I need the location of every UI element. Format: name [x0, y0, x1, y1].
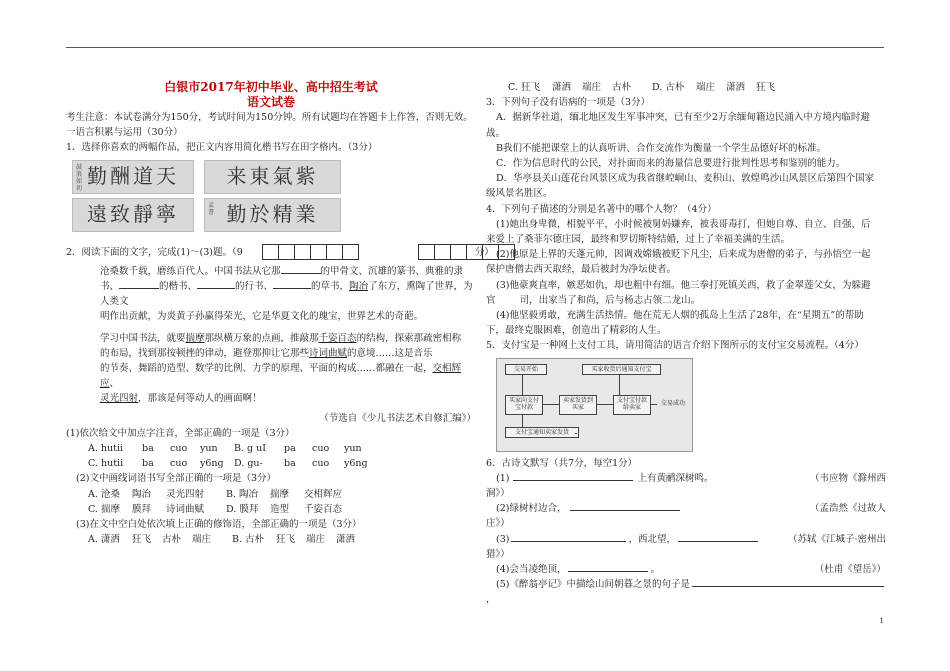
flow-arrow-6 [522, 414, 523, 427]
question-5: 5．支付宝是一种网上支付工具，请用简洁的语言介绍下图所示的支付宝交易流程。（4分） [486, 340, 864, 352]
calligraphy-row-1 [72, 160, 476, 194]
q6-3-blank-2[interactable] [678, 532, 758, 542]
page-number: 1 [879, 617, 884, 625]
question-3: 3．下列句子没有语病的一项是（3分） [486, 97, 651, 109]
q6-item-4: (4)会当凌绝顶， 。 （杜甫《望岳》） [496, 564, 886, 576]
calligraphy-work-2: 来東氣紫 [204, 160, 341, 194]
question-4: 4．下列句子描述的分别是名著中的哪个人物？（4分） [486, 203, 717, 215]
q3-option-c: C．作为信息时代的公民，对扑面而来的海量信息要进行批判性思考和鉴别的能力。 [496, 158, 846, 170]
sq1-options-row-2: C. hutii ba cuo y6ng D. gu- ba cuo y6ng [88, 458, 368, 470]
q6-item-3-src: 猎》） [486, 548, 510, 560]
q6-3-blank-1[interactable] [511, 532, 626, 542]
header-rule [66, 47, 884, 48]
question-1: 1．选择你喜欢的两幅作品，把正文内容用简化楷书写在田字格内。（3分） [66, 142, 378, 154]
subquestion-2: (2)文中画线词语书写全部正确的一项是（3分） [76, 473, 277, 485]
flow-buyer-pay: 买家向支付宝付款 [505, 395, 543, 415]
sq2-options-row-2: C. 揣摩 膜拜 诗词曲赋 D. 膜拜 造型 千姿百态 [88, 503, 343, 515]
q3-option-d: D．华亭县关山莲花台风景区成为我省继崆峒山、麦积山、敦煌鸣沙山风景区后第四个国家 [496, 173, 875, 185]
flow-arrow-7 [575, 433, 577, 434]
q6-item-2-src: 庄》） [486, 518, 510, 530]
exam-subtitle: 语文试卷 [246, 95, 295, 109]
q2-with-grids [66, 235, 494, 260]
sq3-options-row-2: C. 狂飞 潇洒 端庄 古朴 D. 古朴 端庄 潇洒 狂飞 [508, 82, 776, 93]
section-heading: 一语言积累与运用（30分） [66, 127, 183, 139]
left-column [66, 80, 494, 547]
passage-paragraph-2: 学习中国书法，就要揣摩那纵横万象的点画，推敲那千姿百态的结构，探索那疏密相称 的布局，找到那按顿挫的律动，避登那抑让它那些诗词曲赋的意境……这是音乐 的节奏、舞蹈的造型、数学的比例、力学的原理、平面的构成……都融在一起，交相辉应、 灵光四射，那该是何等动人的画面啊！ [100, 332, 462, 405]
subquestion-3: (3)在文中空白处依次填上正确的修饰语，全部正确的一项是（3分） [76, 519, 362, 531]
q6-item-3: (3) ，西北望， （苏轼《江城子·密州出 [496, 533, 886, 545]
q6-1-blank[interactable] [513, 471, 633, 481]
flow-seller-ship: 卖家发货到买家 [559, 395, 597, 415]
q4-item-4: (4)他坚毅勇敢，充满生活热情。他在荒无人烟的孤岛上生活了28年，在“星期五”的帮助 [496, 310, 864, 322]
sq2-options-row-1: A. 沧桑 陶治 灵光四射 B. 陶冶 揣摩 交相辉应 [88, 488, 343, 500]
sq1-options-row-1: A. hutii ba cuo yun B. g uI pa cuo yun [88, 443, 362, 455]
q6-item-1-src: 涧》） [486, 488, 510, 500]
flow-arrow-5 [522, 375, 523, 395]
calligraphy-work-1: 鼓浪如 初 勤酬道天 [72, 160, 194, 194]
question-2-part-b: 分） [474, 246, 494, 258]
alipay-flow-diagram [496, 358, 693, 452]
passage-source: （节选自《少儿书法艺术自修汇编》） [319, 412, 476, 424]
q3-option-a-cont: 战。 [486, 127, 506, 139]
q6-item-5: (5)《醉翁亭记》中描绘山间朝暮之景的句子是 [486, 577, 886, 592]
q4-item-1-cont: 来爱上了桑菲尔德庄园，最终和罗切斯特结婚，过上了幸福美满的生活。 [486, 234, 791, 246]
flow-arrow-2 [597, 404, 613, 405]
question-2-part-a: 2．阅读下面的文字，完成(1)～(3)题。（9 [66, 246, 243, 258]
exam-notice: 考生注意：本试卷满分为150分，考试时间为150分钟。所有试题均在答题卡上作答，否则无效。 [66, 112, 473, 123]
q4-item-1: (1)她出身卑微，相貌平平，小时候被舅妈嫌弃，被表哥毒打，但她自尊、自立、自强，后 [496, 218, 871, 230]
q3-option-d-cont: 级风景名胜区。 [486, 188, 553, 200]
flow-buyer-notify: 买家收货后通知支付宝 [582, 364, 661, 375]
q6-item-1: (1) 上有黄鹂深树鸣。 （韦应物《滁州西 [496, 472, 886, 484]
q6-5-blank[interactable] [692, 577, 884, 587]
q6-2-blank[interactable] [570, 501, 680, 511]
question-6: 6．古诗文默写（共7分，每空1分） [486, 457, 638, 469]
passage-paragraph-1: 沧桑数千载，磨练百代人。中国书法从它那 的甲骨文、沉雄的篆书、典雅的隶 书、 的楷书、 的行书、 的草书，陶冶了东方，熏陶了世界，为人类文 明作出贡献，为炎黄子孙赢得荣光，它是华夏文化的瑰宝，世界艺术的奇葩。 [100, 265, 473, 323]
tianzige-grid-1[interactable] [263, 244, 359, 260]
q4-item-4-cont: 下，最终克服困难，创造出了精彩的人生。 [486, 325, 667, 337]
flow-arrow-3 [651, 404, 657, 405]
flow-arrow-1 [543, 404, 559, 405]
flow-start: 交易开始 [505, 364, 547, 375]
q6-item-5-end: ， [486, 594, 496, 606]
flow-pay-seller: 支付宝付款给卖家 [613, 395, 651, 415]
q6-4-blank[interactable] [568, 562, 648, 572]
q4-item-2-cont: 保护唐僧去西天取经，最后被封为净坛使者。 [486, 264, 677, 276]
flow-end: 交易成功 [660, 399, 685, 407]
subquestion-1: (1)依次给文中加点字注音，全部正确的一项是（3分） [66, 427, 295, 439]
q6-item-2: (2)绿树村边合， （孟浩然《过故人 [496, 503, 886, 515]
right-column [486, 80, 886, 608]
calligraphy-work-3: 遠致靜寧 [72, 198, 194, 232]
q4-item-3-cont: 官 司，出家当了和尚，后与杨志占领二龙山。 [486, 294, 701, 306]
exam-title: 白银市2017年初中毕业、高中招生考试 [164, 80, 378, 94]
calligraphy-row-2 [72, 198, 476, 232]
flow-notify-seller: 支付宝通知卖家发货 [505, 427, 579, 438]
sq3-options-row-1: A. 潇洒 狂飞 古朴 端庄 B. 古朴 狂飞 端庄 潇洒 [88, 534, 356, 546]
q4-item-3: (3)他豪爽直率，嫉恶如仇，却也粗中有细。他三拳打死镇关西，救了金翠莲父女，为躲避 [496, 279, 871, 291]
q3-option-b: B我们不能把课堂上的认真听讲、合作交流作为衡量一个学生品德好坏的标准。 [496, 142, 826, 154]
q4-item-2: (2)他原是上界的天蓬元帅，因调戏嫦娥被贬下凡尘，后来成为唐僧的弟子，与孙悟空一起 [496, 249, 871, 261]
flow-arrow-4 [619, 375, 620, 395]
calligraphy-work-4: 孟 書 勤於精業 [204, 198, 341, 232]
q3-option-a: A．据新华社道，缅北地区发生军事冲突，已有至少2万余缅甸籍边民涌入中方境内临时避 [496, 112, 870, 124]
